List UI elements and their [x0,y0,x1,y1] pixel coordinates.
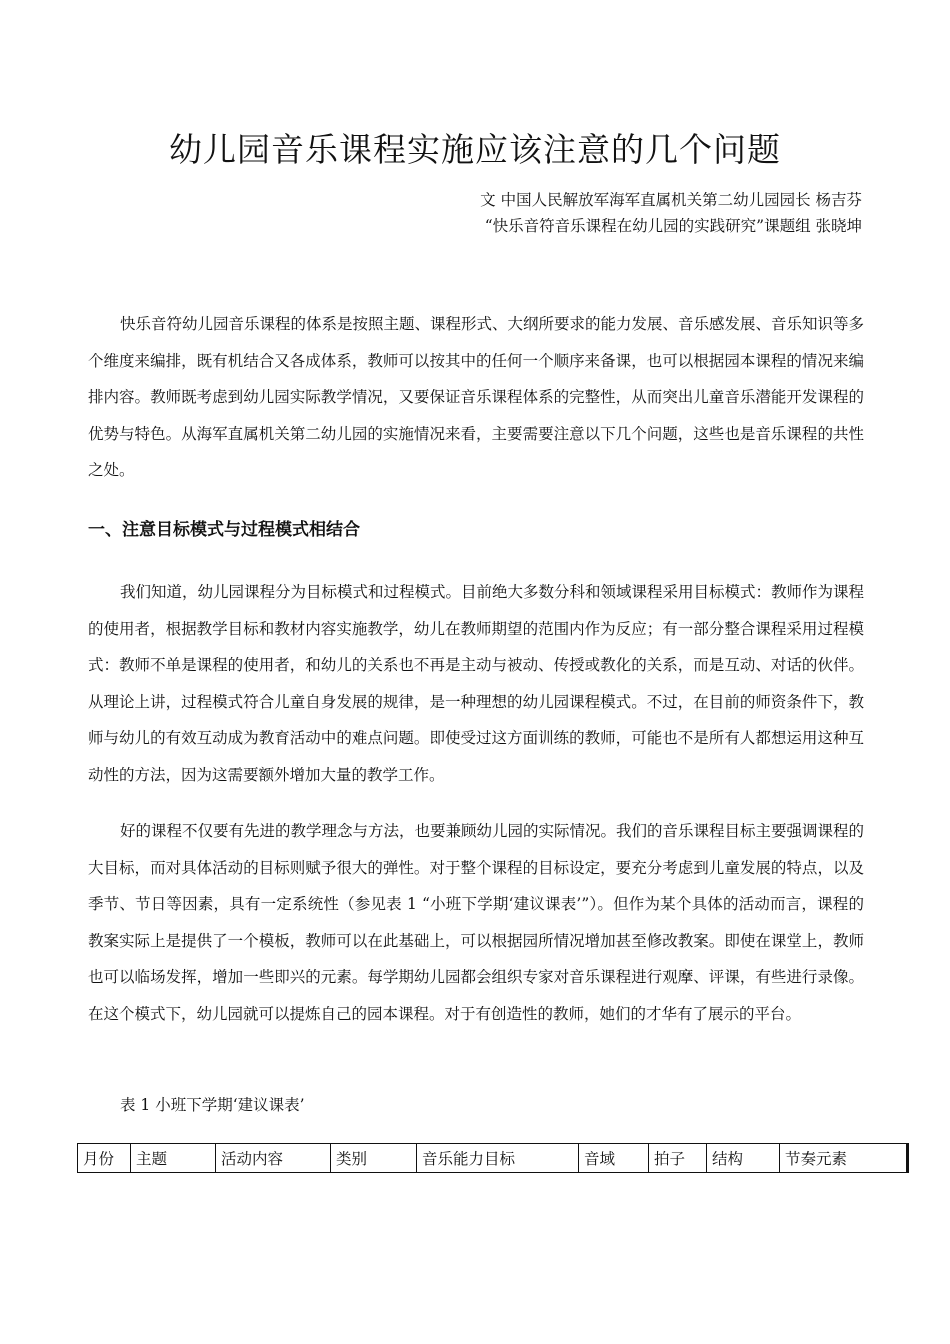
header-cell: 音域 [579,1144,649,1173]
table-caption: 表 1 小班下学期‘建议课表’ [120,1096,305,1114]
section-heading: 一、注意目标模式与过程模式相结合 [88,520,360,540]
header-cell: 主题 [131,1144,216,1173]
body-paragraph-2: 好的课程不仅要有先进的教学理念与方法，也要兼顾幼儿园的实际情况。我们的音乐课程目标主要强调课程的大目标，而对具体活动的目标则赋予很大的弹性。对于整个课程的目标设定，要充分考虑到儿童发展的特点，以及季节、节日等因素，具有一定系统性（参见表 1 “小班下学期‘建议课表’”）。但作为某个具体的活动而言，课程的教案实际上是提供了一个模板，教师可以在此基础上，可以根据园所情况增加甚至修改教案。即使在课堂上，教师也可以临场发挥，增加一些即兴的元素。每学期幼儿园都会组织专家对音乐课程进行观摩、评课，有些进行录像。在这个模式下，幼儿园就可以提炼自己的园本课程。对于有创造性的教师，她们的才华有了展示的平台。 [88,822,865,1023]
author-line: 文 中国人民解放军海军直属机关第二幼儿园园长 杨吉芬 [480,191,862,209]
header-cell: 拍子 [649,1144,707,1173]
table-header-row [78,1144,908,1173]
header-cell: 结构 [707,1144,780,1173]
document-title: 幼儿园音乐课程实施应该注意的几个问题 [169,130,781,169]
intro-paragraph: 快乐音符幼儿园音乐课程的体系是按照主题、课程形式、大纲所要求的能力发展、音乐感发展、音乐知识等多个维度来编排，既有机结合又各成体系，教师可以按其中的任何一个顺序来备课，也可以根据园本课程的情况来编排内容。教师既考虑到幼儿园实际教学情况，又要保证音乐课程体系的完整性，从而突出儿童音乐潜能开发课程的优势与特色。从海军直属机关第二幼儿园的实施情况来看，主要需要注意以下几个问题，这些也是音乐课程的共性之处。 [88,315,865,479]
header-cell: 音乐能力目标 [417,1144,579,1173]
research-group-line: “快乐音符音乐课程在幼儿园的实践研究”课题组 张晓坤 [484,217,862,235]
body-paragraph-1: 我们知道，幼儿园课程分为目标模式和过程模式。目前绝大多数分科和领域课程采用目标模式：教师作为课程的使用者，根据教学目标和教材内容实施教学，幼儿在教师期望的范围内作为反应；有一部分整合课程采用过程模式：教师不单是课程的使用者，和幼儿的关系也不再是主动与被动、传授或教化的关系，而是互动、对话的伙伴。从理论上讲，过程模式符合儿童自身发展的规律，是一种理想的幼儿园课程模式。不过，在目前的师资条件下，教师与幼儿的有效互动成为教育活动中的难点问题。即使受过这方面训练的教师，可能也不是所有人都想运用这种互动性的方法，因为这需要额外增加大量的教学工作。 [88,583,865,784]
suggested-schedule-table [77,1143,909,1173]
header-cell: 月份 [78,1144,131,1173]
header-cell: 节奏元素 [780,1144,908,1173]
header-cell: 活动内容 [216,1144,331,1173]
header-cell: 类别 [331,1144,417,1173]
